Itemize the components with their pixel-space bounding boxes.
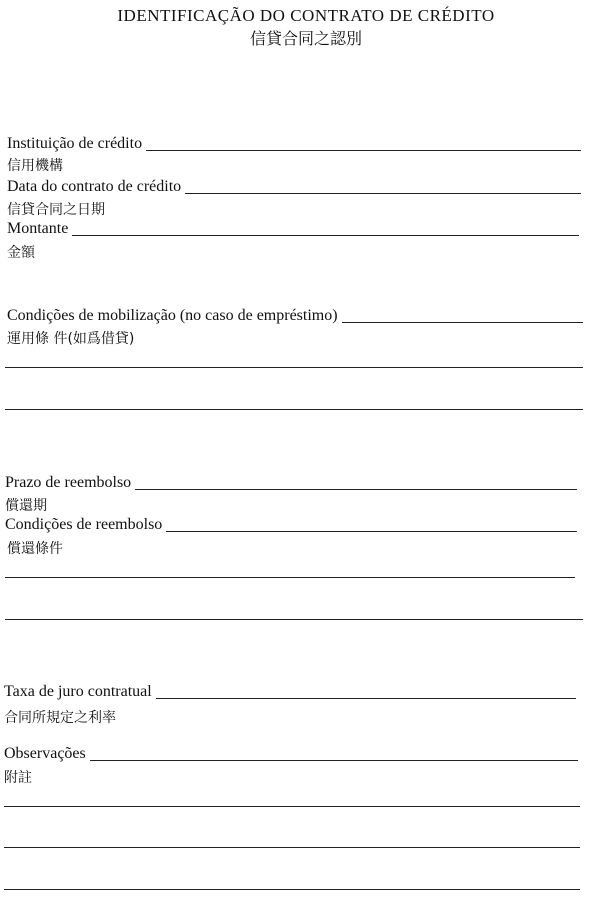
repayment-conditions-label-zh: 償還條件 bbox=[7, 541, 63, 557]
repayment-term-input-line[interactable] bbox=[135, 488, 577, 490]
amount-label-zh: 金額 bbox=[7, 245, 35, 261]
repayment-term-label: Prazo de reembolso bbox=[5, 474, 132, 491]
remarks-label: Observações bbox=[4, 745, 86, 762]
repayment-term-field[interactable] bbox=[5, 475, 577, 491]
mobilization-extra-line-2[interactable] bbox=[5, 409, 583, 410]
institution-label: Instituição de crédito bbox=[7, 135, 143, 152]
remarks-field[interactable] bbox=[4, 746, 578, 762]
institution-field[interactable] bbox=[7, 136, 581, 152]
interest-rate-input-line[interactable] bbox=[156, 697, 576, 699]
amount-label: Montante bbox=[7, 220, 69, 237]
institution-input-line[interactable] bbox=[146, 149, 581, 151]
mobilization-label-zh: 運用條 件(如爲借貸) bbox=[7, 331, 135, 347]
mobilization-label: Condições de mobilização (no caso de empréstimo) bbox=[7, 307, 338, 324]
institution-label-zh: 信用機構 bbox=[7, 158, 63, 174]
repayment-extra-line-2[interactable] bbox=[5, 619, 583, 620]
mobilization-extra-line-1[interactable] bbox=[5, 367, 583, 368]
remarks-extra-line-2[interactable] bbox=[4, 847, 580, 848]
remarks-label-zh: 附註 bbox=[4, 770, 32, 786]
remarks-extra-line-1[interactable] bbox=[4, 806, 580, 807]
contract-date-label-zh: 信貸合同之日期 bbox=[7, 202, 105, 218]
amount-input-line[interactable] bbox=[72, 234, 579, 236]
mobilization-input-line[interactable] bbox=[342, 321, 583, 323]
remarks-input-line[interactable] bbox=[90, 759, 578, 761]
amount-field[interactable] bbox=[7, 221, 579, 237]
repayment-conditions-field[interactable] bbox=[5, 517, 577, 533]
contract-date-input-line[interactable] bbox=[185, 192, 581, 194]
form-subtitle: 信貸合同之認別 bbox=[249, 29, 362, 48]
contract-date-field[interactable] bbox=[7, 179, 581, 195]
remarks-extra-line-3[interactable] bbox=[4, 889, 580, 890]
repayment-extra-line-1[interactable] bbox=[5, 577, 575, 578]
mobilization-field[interactable] bbox=[7, 308, 583, 324]
repayment-conditions-input-line[interactable] bbox=[166, 530, 577, 532]
repayment-term-label-zh: 償還期 bbox=[5, 498, 47, 514]
form-title: IDENTIFICAÇÃO DO CONTRATO DE CRÉDITO bbox=[117, 6, 495, 25]
contract-date-label: Data do contrato de crédito bbox=[7, 178, 182, 195]
interest-rate-field[interactable] bbox=[4, 684, 576, 700]
interest-rate-label-zh: 合同所規定之利率 bbox=[4, 710, 116, 726]
repayment-conditions-label: Condições de reembolso bbox=[5, 516, 163, 533]
interest-rate-label: Taxa de juro contratual bbox=[4, 683, 152, 700]
